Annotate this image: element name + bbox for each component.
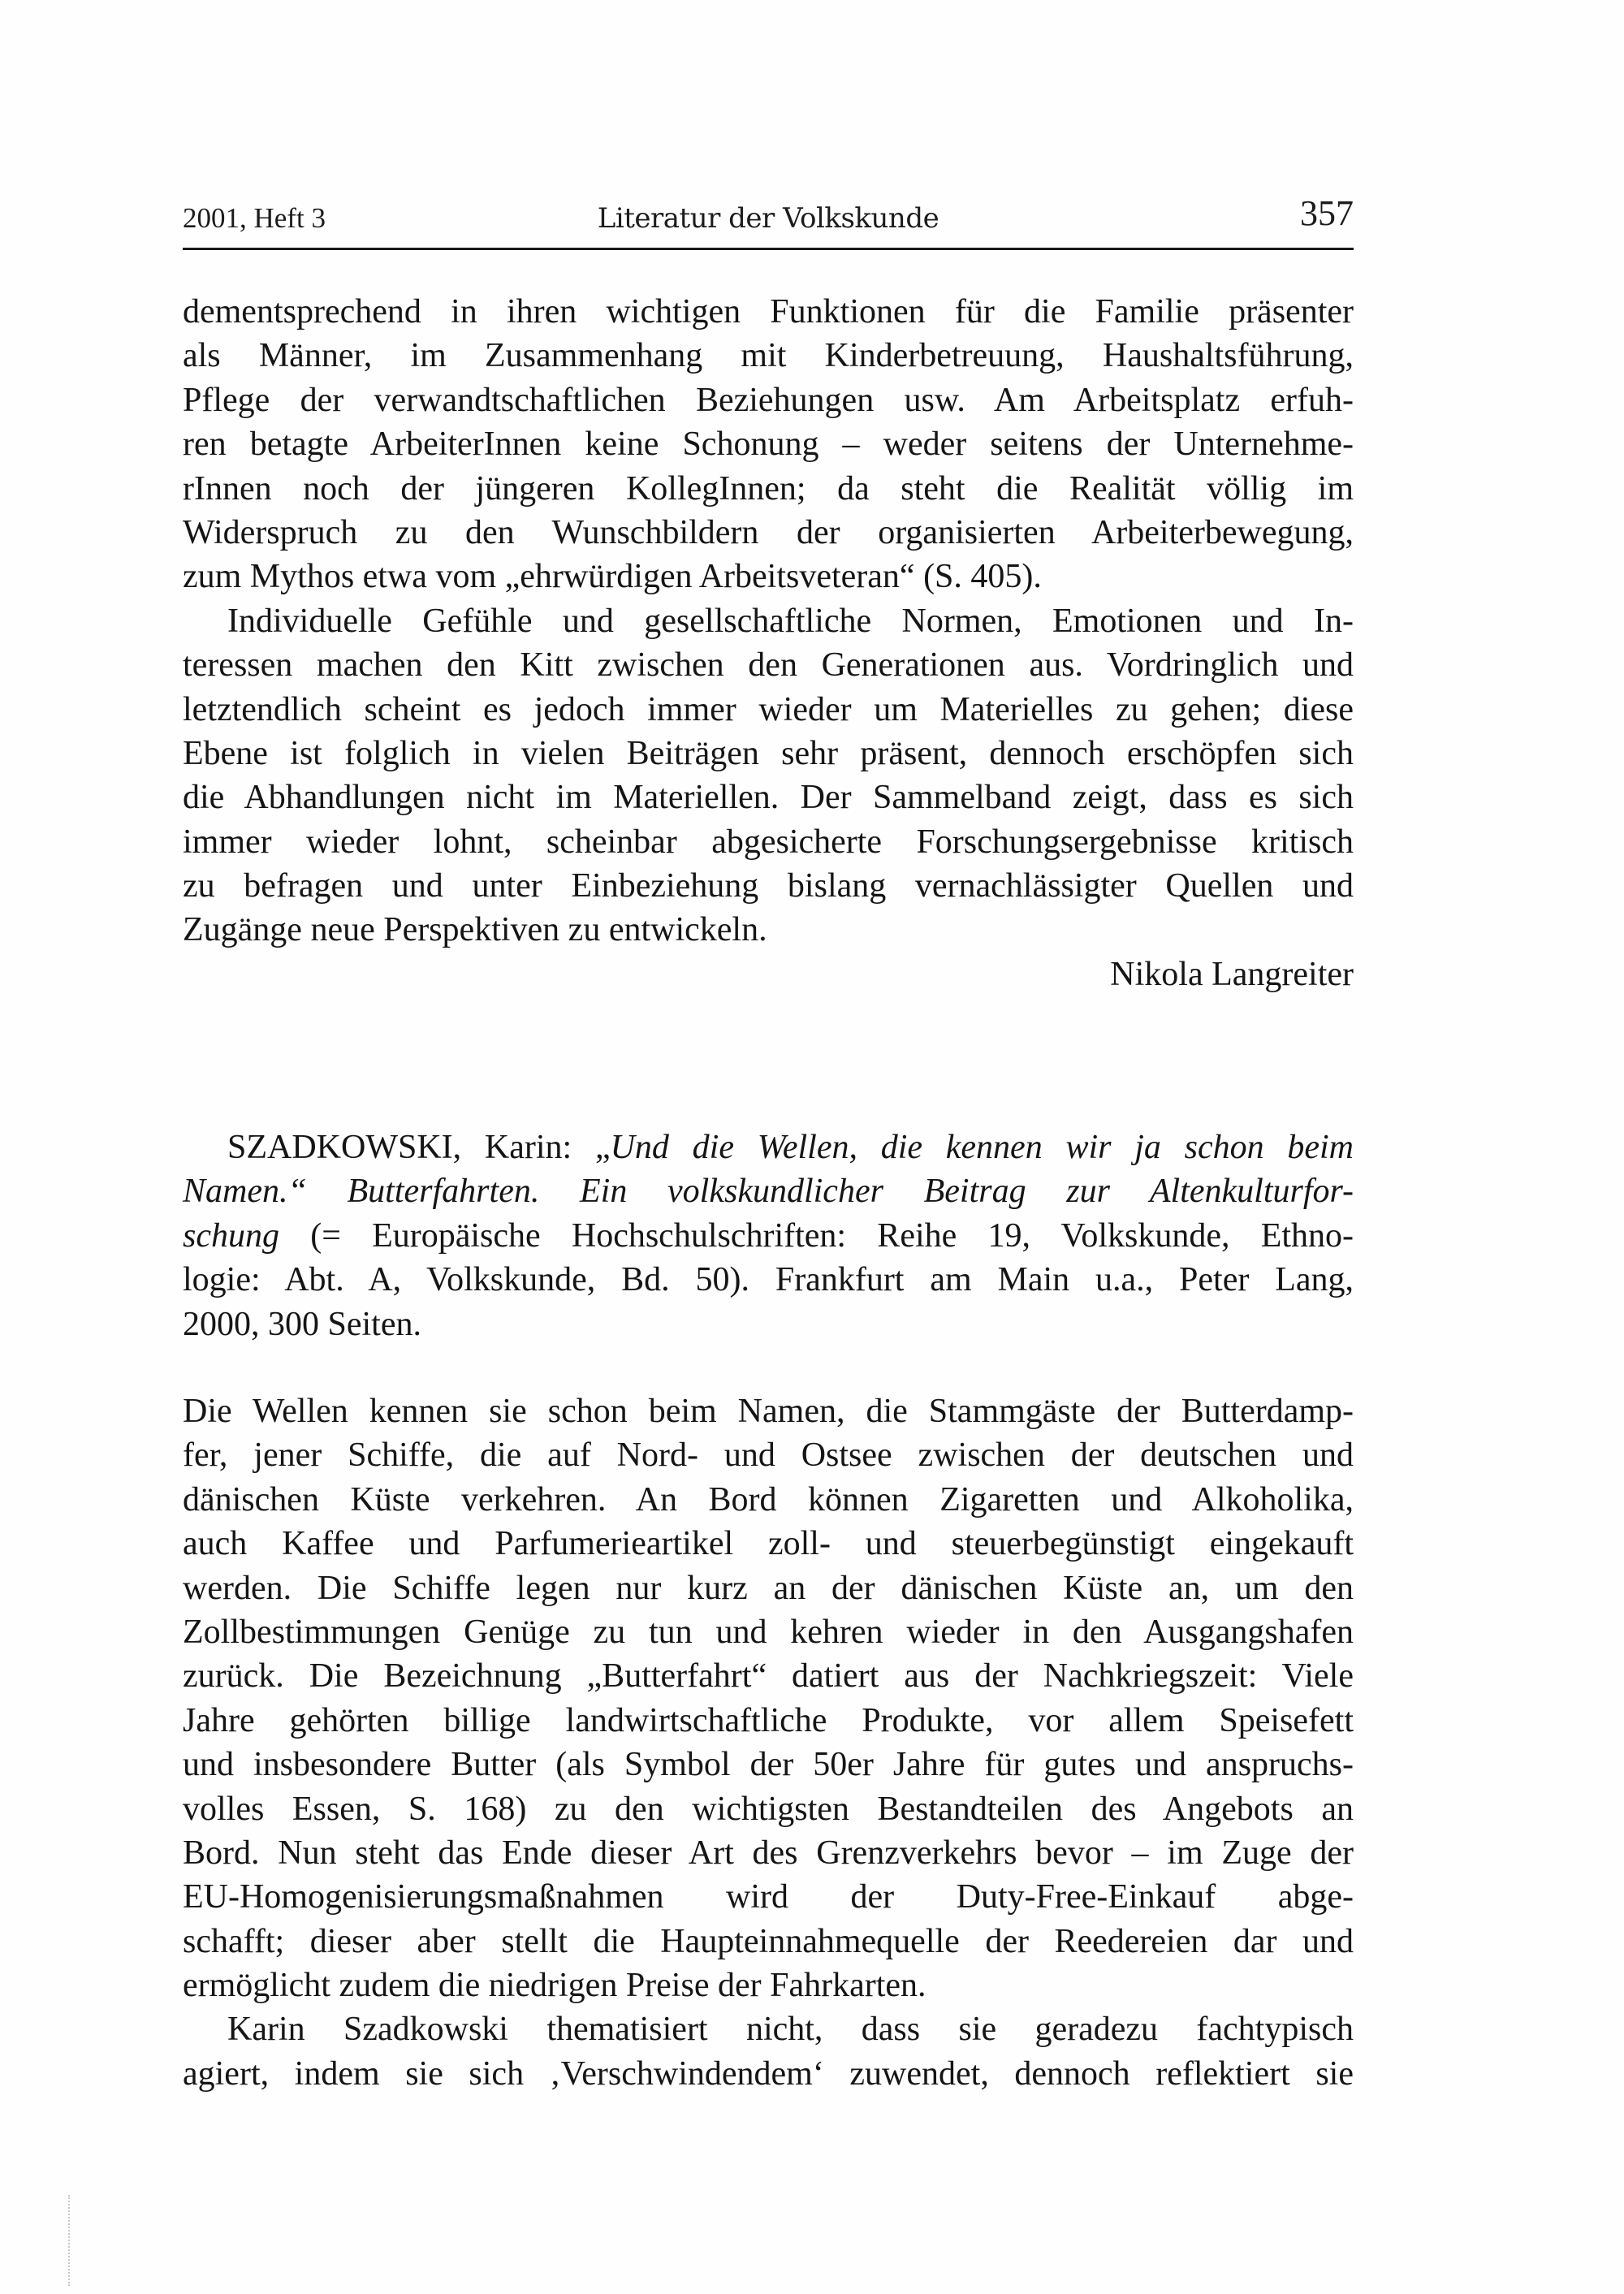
- text-segment: volles Essen, S. 168) zu den wichtigsten Bestandteilen des Angebots an: [183, 1790, 1354, 1828]
- text-line: [183, 378, 1354, 422]
- text-segment: SZADKOWSKI, Karin: „: [227, 1129, 611, 1166]
- text-line: [183, 1743, 1354, 1786]
- text-segment: dänischen Küste verkehren. An Bord können Zigaretten und Alkoholika,: [183, 1480, 1354, 1519]
- text-segment: Ebene ist folglich in vielen Beiträgen sehr präsent, dennoch erschöpfen sich: [183, 734, 1354, 772]
- text-line: [183, 1964, 1354, 2007]
- text-segment: Zollbestimmungen Genüge zu tun und kehren wieder in den Ausgangshafen: [183, 1613, 1354, 1651]
- reviewer-signature: [183, 953, 1354, 996]
- text-segment: auch Kaffee und Parfumerieartikel zoll- und steuerbegünstigt eingekauft: [183, 1525, 1354, 1563]
- text-line: [183, 1831, 1354, 1875]
- text-segment: Die Wellen kennen sie schon beim Namen, die Stammgäste der Butterdamp-: [183, 1393, 1354, 1430]
- text-segment: letztendlich scheint es jedoch immer wieder um Materielles zu gehen; diese: [183, 690, 1354, 728]
- text-line: [183, 1610, 1354, 1654]
- running-head: [183, 193, 1354, 235]
- text-segment: agiert, indem sie sich ‚Verschwindendem‘ zuwendet, dennoch reflektiert sie: [183, 2054, 1354, 2093]
- page-number: 357: [1300, 193, 1354, 233]
- text-segment: 2000, 300 Seiten.: [183, 1305, 421, 1343]
- text-line: [183, 820, 1354, 864]
- review-1-continuation: [183, 290, 1354, 996]
- text-line: [183, 775, 1354, 819]
- text-line: [183, 1303, 1354, 1346]
- text-segment: ermöglicht zudem die niedrigen Preise der Fahrkarten.: [183, 1967, 926, 2005]
- text-segment: Zugänge neue Perspektiven zu entwickeln.: [183, 911, 767, 949]
- text-line: [183, 1478, 1354, 1522]
- italic-title-segment: Und die Wellen, die kennen wir ja schon beim: [610, 1129, 1354, 1166]
- text-segment: Pflege der verwandtschaftlichen Beziehungen usw. Am Arbeitsplatz erfuh-: [183, 381, 1354, 419]
- scan-margin-artifact: [68, 2195, 70, 2286]
- text-line: [183, 643, 1354, 687]
- section-title: Literatur der Volkskunde: [597, 202, 939, 235]
- text-line: [183, 908, 1354, 952]
- text-line: [183, 1125, 1354, 1169]
- text-segment: dementsprechend in ihren wichtigen Funktionen für die Familie präsenter: [183, 293, 1354, 330]
- issue-label: 2001, Heft 3: [183, 202, 326, 234]
- text-segment: Individuelle Gefühle und gesellschaftliche Normen, Emotionen und In-: [227, 602, 1354, 640]
- text-line: [183, 1787, 1354, 1831]
- text-segment: fer, jener Schiffe, die auf Nord- und Ostsee zwischen der deutschen und: [183, 1436, 1354, 1475]
- text-segment: und insbesondere Butter (als Symbol der 50er Jahre für gutes und anspruchs-: [183, 1746, 1354, 1784]
- text-line: [183, 511, 1354, 555]
- text-line: [183, 1875, 1354, 1919]
- text-line: [183, 2007, 1354, 2051]
- text-line: [183, 555, 1354, 598]
- text-segment: rInnen noch der jüngeren KollegInnen; da steht die Realität völlig im: [183, 469, 1354, 508]
- text-line: [183, 599, 1354, 643]
- text-line: [183, 688, 1354, 732]
- text-segment: als Männer, im Zusammenhang mit Kinderbetreuung, Haushaltsführung,: [183, 337, 1354, 375]
- text-segment: teressen machen den Kitt zwischen den Generationen aus. Vordringlich und: [183, 646, 1354, 685]
- text-segment: (= Europäische Hochschulschriften: Reihe 19, Volkskunde, Ethno-: [279, 1216, 1354, 1255]
- text-segment: Widerspruch zu den Wunschbildern der organisierten Arbeiterbewegung,: [183, 513, 1354, 551]
- text-line: [183, 334, 1354, 378]
- text-line: [183, 467, 1354, 511]
- text-segment: Bord. Nun steht das Ende dieser Art des Grenzverkehrs bevor – im Zuge der: [183, 1834, 1354, 1872]
- text-line: [183, 1258, 1354, 1302]
- review-2-body: [183, 1389, 1354, 2096]
- text-segment: immer wieder lohnt, scheinbar abgesicherte Forschungsergebnisse kritisch: [183, 823, 1354, 861]
- text-line: [183, 1169, 1354, 1213]
- text-segment: zurück. Die Bezeichnung „Butterfahrt“ datiert aus der Nachkriegszeit: Viele: [183, 1657, 1354, 1696]
- text-segment: zu befragen und unter Einbeziehung bislang vernachlässigter Quellen und: [183, 867, 1354, 905]
- text-line: [183, 1522, 1354, 1566]
- text-line: [183, 1699, 1354, 1743]
- text-segment: zum Mythos etwa vom „ehrwürdigen Arbeitsveteran“ (S. 405).: [183, 558, 1042, 596]
- text-segment: Jahre gehörten billige landwirtschaftliche Produkte, vor allem Speisefett: [183, 1701, 1354, 1739]
- text-line: [183, 1389, 1354, 1433]
- text-segment: logie: Abt. A, Volkskunde, Bd. 50). Frankfurt am Main u.a., Peter Lang,: [183, 1261, 1354, 1299]
- italic-title-segment: Namen.“ Butterfahrten. Ein volkskundlicher Beitrag zur Altenkulturfor-: [183, 1173, 1354, 1211]
- text-segment: die Abhandlungen nicht im Materiellen. Der Sammelband zeigt, dass es sich: [183, 779, 1354, 817]
- text-line: [183, 732, 1354, 775]
- text-segment: EU-Homogenisierungsmaßnahmen wird der Duty-Free-Einkauf abge-: [183, 1878, 1354, 1916]
- text-line: [183, 1214, 1354, 1258]
- text-segment: Karin Szadkowski thematisiert nicht, dass sie geradezu fachtypisch: [227, 2011, 1354, 2049]
- text-segment: ren betagte ArbeiterInnen keine Schonung – weder seitens der Unternehme-: [183, 426, 1354, 464]
- text-segment: werden. Die Schiffe legen nur kurz an der dänischen Küste an, um den: [183, 1569, 1354, 1607]
- text-segment: Nikola Langreiter: [1110, 955, 1354, 993]
- review-2-citation: [183, 1125, 1354, 1346]
- text-line: [183, 1566, 1354, 1610]
- text-line: [183, 1654, 1354, 1698]
- text-line: [183, 864, 1354, 908]
- text-line: [183, 1920, 1354, 1964]
- italic-title-segment: schung: [183, 1216, 279, 1255]
- header-rule: [183, 248, 1354, 250]
- text-line: [183, 2052, 1354, 2096]
- text-segment: schafft; dieser aber stellt die Haupteinnahmequelle der Reedereien dar und: [183, 1922, 1354, 1960]
- text-line: [183, 422, 1354, 466]
- text-line: [183, 290, 1354, 334]
- text-line: [183, 1433, 1354, 1477]
